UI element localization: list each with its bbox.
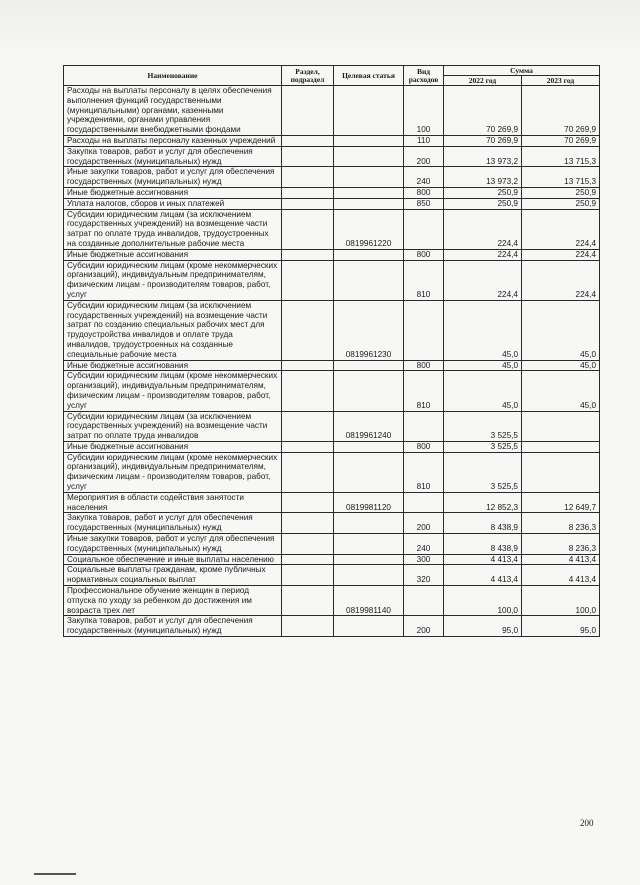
table-row [64, 86, 600, 136]
cell-name: Социальные выплаты гражданам, кроме публичных нормативных социальных выплат [64, 565, 282, 586]
cell-name: Субсидии юридическим лицам (за исключением государственных учреждений) на возмещение части затрат по оплате труда инвалидов [64, 411, 282, 441]
cell-section [282, 146, 334, 167]
cell-section [282, 492, 334, 513]
table-row [64, 167, 600, 188]
header-year-2022: 2022 год [444, 76, 522, 86]
cell-y2022: 45,0 [444, 360, 522, 371]
cell-name: Профессиональное обучение женщин в период отпуска по уходу за ребенком до достижения им возраста трех лет [64, 586, 282, 616]
table-row [64, 492, 600, 513]
cell-y2023: 250,9 [522, 198, 600, 209]
cell-section [282, 187, 334, 198]
cell-y2022: 4 413,4 [444, 554, 522, 565]
cell-section [282, 565, 334, 586]
budget-table [63, 65, 600, 637]
cell-y2022: 3 525,5 [444, 411, 522, 441]
table-row [64, 441, 600, 452]
cell-y2022: 224,4 [444, 249, 522, 260]
cell-y2023: 8 236,3 [522, 513, 600, 534]
cell-section [282, 135, 334, 146]
page-number: 200 [580, 818, 594, 828]
cell-y2023: 45,0 [522, 360, 600, 371]
cell-name: Иные бюджетные ассигнования [64, 187, 282, 198]
cell-target [334, 260, 404, 300]
cell-target [334, 565, 404, 586]
cell-target [334, 441, 404, 452]
table-row [64, 300, 600, 360]
cell-y2023: 250,9 [522, 187, 600, 198]
cell-section [282, 209, 334, 249]
cell-section [282, 260, 334, 300]
cell-target [334, 167, 404, 188]
cell-y2022: 224,4 [444, 260, 522, 300]
cell-y2022: 70 269,9 [444, 135, 522, 146]
header-year-2023: 2023 год [522, 76, 600, 86]
cell-y2023: 12 649,7 [522, 492, 600, 513]
cell-y2023 [522, 411, 600, 441]
cell-y2022: 4 413,4 [444, 565, 522, 586]
cell-section [282, 371, 334, 411]
cell-y2023: 45,0 [522, 371, 600, 411]
cell-section [282, 452, 334, 492]
cell-target: 0819961240 [334, 411, 404, 441]
cell-y2023: 13 715,3 [522, 167, 600, 188]
cell-target [334, 146, 404, 167]
header-name: Наименование [64, 66, 282, 86]
table-header [64, 66, 600, 86]
cell-name: Закупка товаров, работ и услуг для обеспечения государственных (муниципальных) нужд [64, 513, 282, 534]
cell-name: Расходы на выплаты персоналу казенных учреждений [64, 135, 282, 146]
cell-section [282, 86, 334, 136]
cell-y2023: 13 715,3 [522, 146, 600, 167]
cell-y2022: 95,0 [444, 616, 522, 637]
cell-type: 850 [404, 198, 444, 209]
cell-type: 240 [404, 534, 444, 555]
cell-name: Субсидии юридическим лицам (за исключением государственных учреждений) на возмещение части затрат по созданию специальных рабочих мест для трудоустройства инвалидов и оплате труда инвалидов, трудоустроенных на созданные специальные рабочие места [64, 300, 282, 360]
table-row [64, 616, 600, 637]
cell-type: 810 [404, 260, 444, 300]
cell-name: Закупка товаров, работ и услуг для обеспечения государственных (муниципальных) нужд [64, 146, 282, 167]
cell-target: 0819961230 [334, 300, 404, 360]
cell-y2023: 224,4 [522, 209, 600, 249]
cell-name: Уплата налогов, сборов и иных платежей [64, 198, 282, 209]
cell-y2022: 70 269,9 [444, 86, 522, 136]
cell-target [334, 554, 404, 565]
cell-section [282, 300, 334, 360]
cell-type: 110 [404, 135, 444, 146]
header-sum: Сумма [444, 66, 600, 76]
cell-target [334, 249, 404, 260]
cell-name: Иные бюджетные ассигнования [64, 360, 282, 371]
cell-target [334, 513, 404, 534]
table-row [64, 146, 600, 167]
cell-y2023: 8 236,3 [522, 534, 600, 555]
cell-name: Субсидии юридическим лицам (за исключением государственных учреждений) на возмещение части затрат по оплате труда инвалидов, трудоустроенных на созданные дополнительные рабочие места [64, 209, 282, 249]
cell-type [404, 492, 444, 513]
cell-y2023: 224,4 [522, 260, 600, 300]
cell-type: 800 [404, 360, 444, 371]
cell-type [404, 411, 444, 441]
cell-y2022: 8 438,9 [444, 513, 522, 534]
cell-y2023 [522, 452, 600, 492]
cell-type: 200 [404, 513, 444, 534]
cell-target: 0819961220 [334, 209, 404, 249]
cell-section [282, 198, 334, 209]
table-row [64, 260, 600, 300]
cell-target: 0819981120 [334, 492, 404, 513]
cell-section [282, 586, 334, 616]
cell-section [282, 534, 334, 555]
cell-section [282, 360, 334, 371]
cell-name: Иные бюджетные ассигнования [64, 249, 282, 260]
cell-type [404, 300, 444, 360]
cell-type: 100 [404, 86, 444, 136]
cell-y2023: 70 269,9 [522, 86, 600, 136]
cell-type: 200 [404, 616, 444, 637]
cell-type [404, 209, 444, 249]
cell-y2023: 4 413,4 [522, 565, 600, 586]
table-row [64, 534, 600, 555]
cell-target [334, 187, 404, 198]
header-section: Раздел, подраздел [282, 66, 334, 86]
cell-y2023: 224,4 [522, 249, 600, 260]
cell-y2022: 3 525,5 [444, 452, 522, 492]
cell-section [282, 411, 334, 441]
cell-name: Расходы на выплаты персоналу в целях обеспечения выполнения функций государственными (муниципальными) органами, казенными учреждениями, органами управления государственными внебюджетными фондами [64, 86, 282, 136]
cell-y2022: 13 973,2 [444, 167, 522, 188]
table-row [64, 565, 600, 586]
cell-type: 320 [404, 565, 444, 586]
table-row [64, 187, 600, 198]
cell-y2022: 250,9 [444, 187, 522, 198]
table-row [64, 452, 600, 492]
table-row [64, 198, 600, 209]
cell-section [282, 249, 334, 260]
cell-section [282, 513, 334, 534]
cell-y2022: 8 438,9 [444, 534, 522, 555]
cell-target [334, 360, 404, 371]
cell-y2022: 250,9 [444, 198, 522, 209]
cell-name: Закупка товаров, работ и услуг для обеспечения государственных (муниципальных) нужд [64, 616, 282, 637]
cell-name: Мероприятия в области содействия занятости населения [64, 492, 282, 513]
cell-type: 300 [404, 554, 444, 565]
cell-y2023: 45,0 [522, 300, 600, 360]
table-row [64, 135, 600, 146]
cell-section [282, 167, 334, 188]
cell-type: 800 [404, 249, 444, 260]
cell-y2022: 45,0 [444, 300, 522, 360]
cell-name: Субсидии юридическим лицам (кроме некоммерческих организаций), индивидуальным предпринимателям, физическим лицам - производителям товаров, работ, услуг [64, 452, 282, 492]
cell-name: Иные бюджетные ассигнования [64, 441, 282, 452]
table-row [64, 586, 600, 616]
cell-name: Иные закупки товаров, работ и услуг для обеспечения государственных (муниципальных) нужд [64, 534, 282, 555]
cell-y2023: 95,0 [522, 616, 600, 637]
cell-target: 0819981140 [334, 586, 404, 616]
table-row [64, 513, 600, 534]
cell-type: 800 [404, 187, 444, 198]
cell-y2022: 45,0 [444, 371, 522, 411]
table-row [64, 360, 600, 371]
cell-y2023: 70 269,9 [522, 135, 600, 146]
header-type: Вид расходов [404, 66, 444, 86]
cell-target [334, 452, 404, 492]
cell-y2022: 12 852,3 [444, 492, 522, 513]
scan-background [0, 0, 640, 60]
cell-target [334, 371, 404, 411]
cell-section [282, 616, 334, 637]
cell-name: Субсидии юридическим лицам (кроме некоммерческих организаций), индивидуальным предпринимателям, физическим лицам - производителям товаров, работ, услуг [64, 260, 282, 300]
table-row [64, 249, 600, 260]
cell-type: 810 [404, 371, 444, 411]
cell-y2023: 4 413,4 [522, 554, 600, 565]
cell-y2022: 224,4 [444, 209, 522, 249]
table-body [64, 86, 600, 637]
cell-y2022: 100,0 [444, 586, 522, 616]
cell-target [334, 135, 404, 146]
table-row [64, 411, 600, 441]
cell-y2023: 100,0 [522, 586, 600, 616]
cell-name: Субсидии юридическим лицам (кроме некоммерческих организаций), индивидуальным предпринимателям, физическим лицам - производителям товаров, работ, услуг [64, 371, 282, 411]
cell-type: 810 [404, 452, 444, 492]
cell-y2022: 3 525,5 [444, 441, 522, 452]
cell-section [282, 554, 334, 565]
cell-target [334, 616, 404, 637]
cell-name: Иные закупки товаров, работ и услуг для обеспечения государственных (муниципальных) нужд [64, 167, 282, 188]
cell-name: Социальное обеспечение и иные выплаты населению [64, 554, 282, 565]
cell-y2023 [522, 441, 600, 452]
cell-y2022: 13 973,2 [444, 146, 522, 167]
cell-target [334, 86, 404, 136]
cell-section [282, 441, 334, 452]
table-row [64, 209, 600, 249]
cell-target [334, 198, 404, 209]
cell-type: 200 [404, 146, 444, 167]
cell-type: 240 [404, 167, 444, 188]
table-row [64, 371, 600, 411]
table-row [64, 554, 600, 565]
scan-edge-mark [34, 873, 76, 875]
cell-target [334, 534, 404, 555]
cell-type: 800 [404, 441, 444, 452]
header-target: Целевая статья [334, 66, 404, 86]
cell-type [404, 586, 444, 616]
